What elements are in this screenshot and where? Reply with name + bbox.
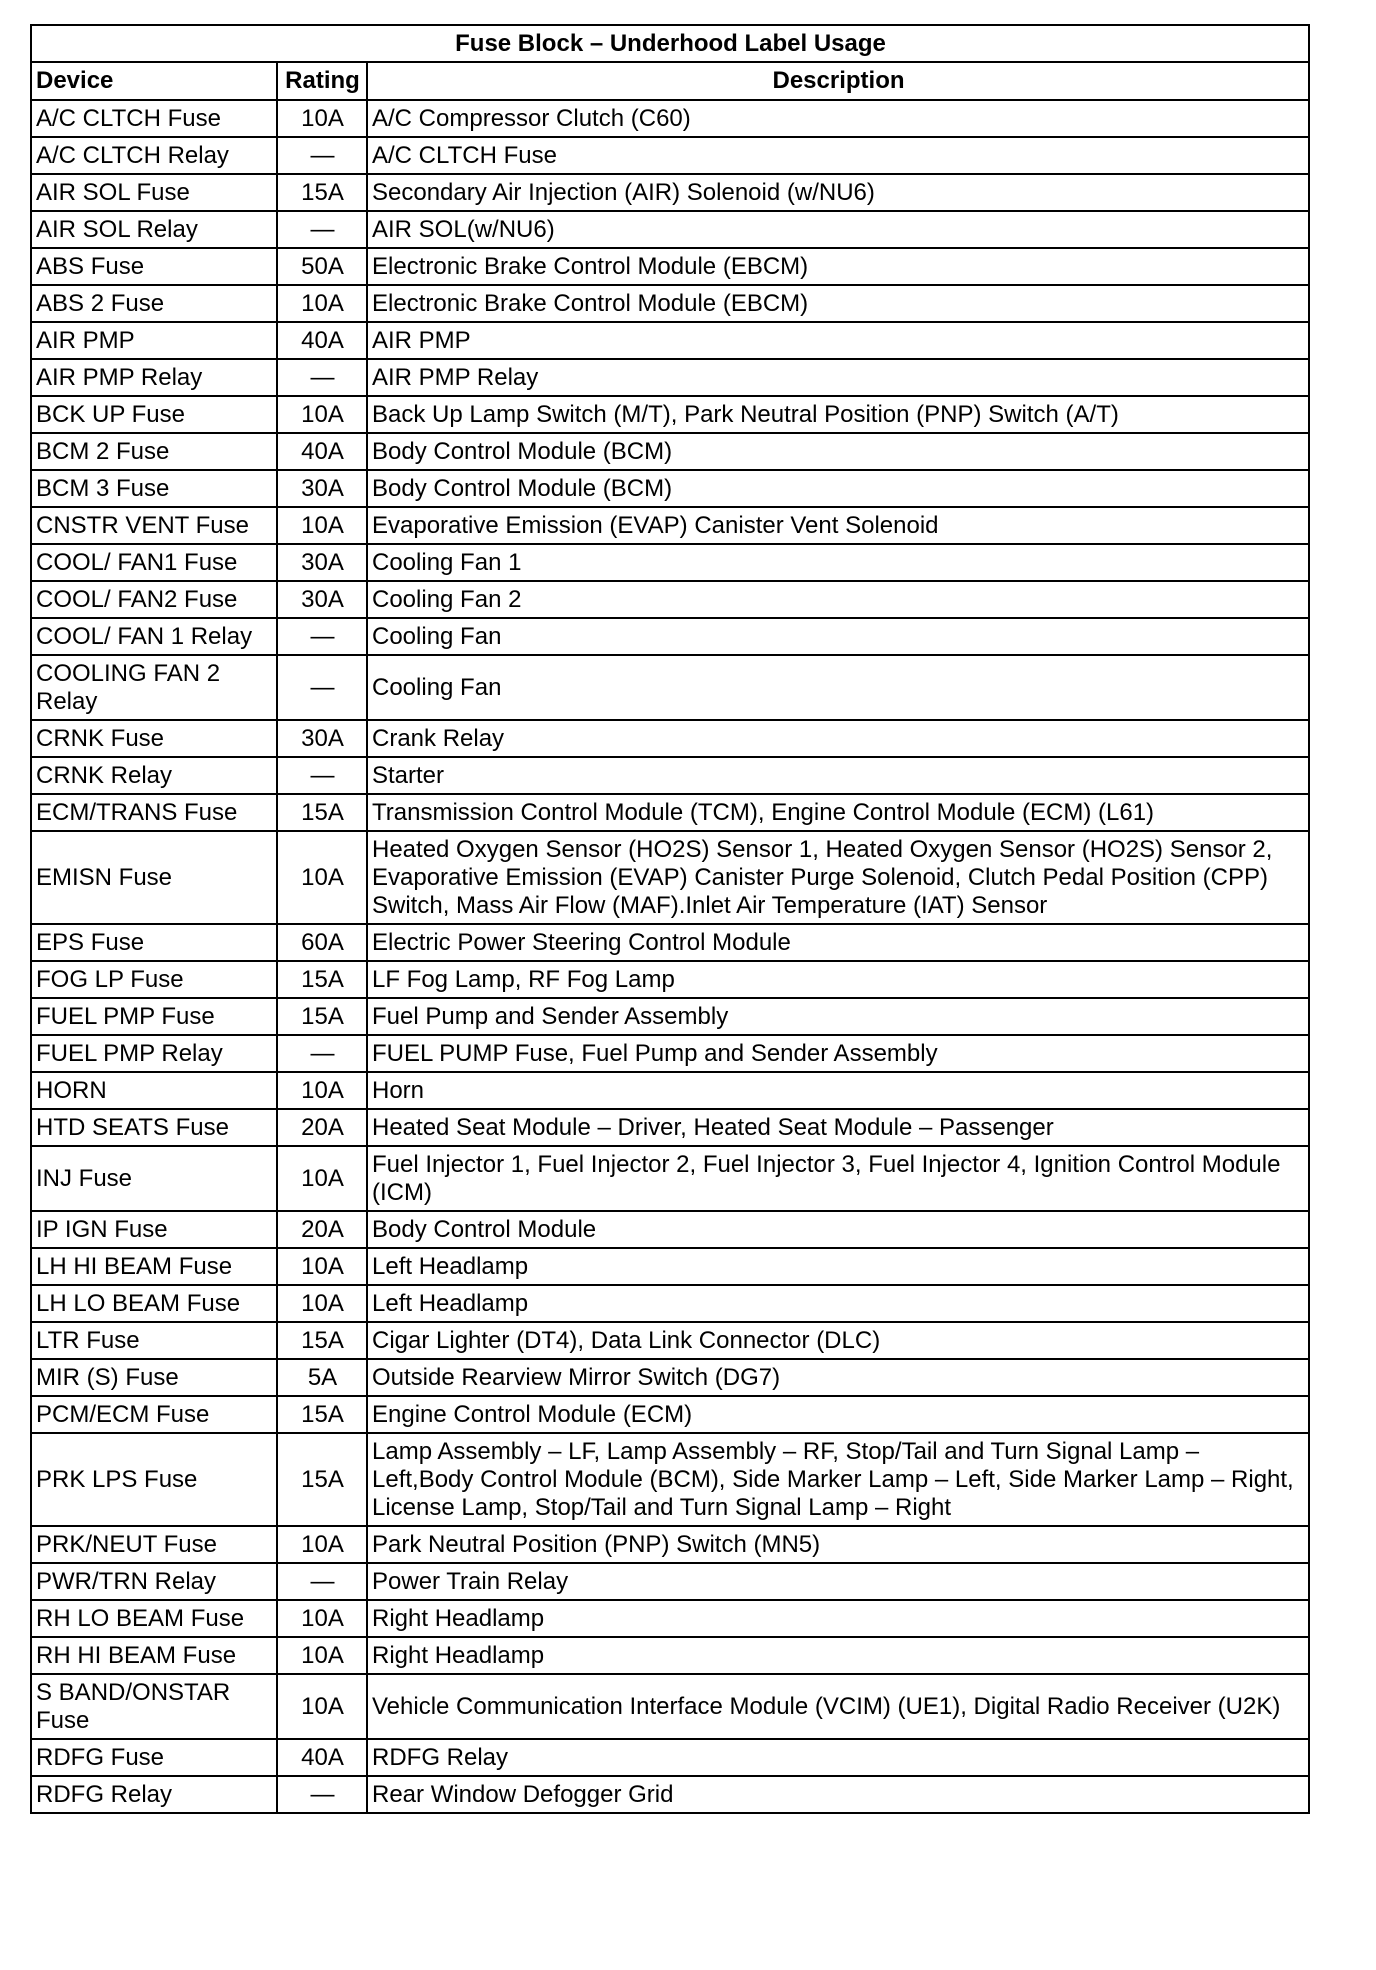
table-title-row: [31, 25, 1309, 62]
description-cell: Left Headlamp: [367, 1248, 1309, 1285]
description-cell: Evaporative Emission (EVAP) Canister Vent Solenoid: [367, 507, 1309, 544]
description-cell: RDFG Relay: [367, 1739, 1309, 1776]
rating-cell: 40A: [277, 322, 367, 359]
device-cell: EMISN Fuse: [31, 831, 277, 924]
device-cell: BCK UP Fuse: [31, 396, 277, 433]
rating-cell: 15A: [277, 1396, 367, 1433]
header-device: Device: [31, 62, 277, 100]
description-cell: Vehicle Communication Interface Module (VCIM) (UE1), Digital Radio Receiver (U2K): [367, 1674, 1309, 1739]
description-cell: Park Neutral Position (PNP) Switch (MN5): [367, 1526, 1309, 1563]
rating-cell: 10A: [277, 1072, 367, 1109]
description-cell: Back Up Lamp Switch (M/T), Park Neutral Position (PNP) Switch (A/T): [367, 396, 1309, 433]
description-cell: Engine Control Module (ECM): [367, 1396, 1309, 1433]
device-cell: FUEL PMP Fuse: [31, 998, 277, 1035]
device-cell: RDFG Fuse: [31, 1739, 277, 1776]
table-header-row: [31, 62, 1309, 100]
rating-cell: —: [277, 655, 367, 720]
rating-cell: 10A: [277, 100, 367, 137]
rating-cell: 30A: [277, 544, 367, 581]
description-cell: Electronic Brake Control Module (EBCM): [367, 248, 1309, 285]
device-cell: COOL/ FAN2 Fuse: [31, 581, 277, 618]
description-cell: Body Control Module: [367, 1211, 1309, 1248]
table-row: [31, 1396, 1309, 1433]
table-row: [31, 1248, 1309, 1285]
table-row: [31, 137, 1309, 174]
table-row: [31, 1035, 1309, 1072]
rating-cell: 30A: [277, 581, 367, 618]
description-cell: Heated Seat Module – Driver, Heated Seat Module – Passenger: [367, 1109, 1309, 1146]
device-cell: AIR SOL Relay: [31, 211, 277, 248]
device-cell: S BAND/ONSTAR Fuse: [31, 1674, 277, 1739]
description-cell: Outside Rearview Mirror Switch (DG7): [367, 1359, 1309, 1396]
table-row: [31, 1637, 1309, 1674]
description-cell: Heated Oxygen Sensor (HO2S) Sensor 1, Heated Oxygen Sensor (HO2S) Sensor 2, Evaporative Emission (EVAP) Canister Purge Solenoid, Clutch Pedal Position (CPP) Switch, Mass Air Flow (MAF).Inlet Air Temperature (IAT) Sensor: [367, 831, 1309, 924]
description-cell: A/C Compressor Clutch (C60): [367, 100, 1309, 137]
table-row: [31, 618, 1309, 655]
device-cell: HORN: [31, 1072, 277, 1109]
rating-cell: 15A: [277, 961, 367, 998]
table-row: [31, 1322, 1309, 1359]
device-cell: INJ Fuse: [31, 1146, 277, 1211]
device-cell: COOL/ FAN1 Fuse: [31, 544, 277, 581]
fuse-block-table: [30, 24, 1310, 1814]
table-row: [31, 831, 1309, 924]
device-cell: FOG LP Fuse: [31, 961, 277, 998]
rating-cell: 30A: [277, 470, 367, 507]
table-row: [31, 1674, 1309, 1739]
description-cell: Body Control Module (BCM): [367, 433, 1309, 470]
rating-cell: —: [277, 359, 367, 396]
table-row: [31, 1109, 1309, 1146]
description-cell: Body Control Module (BCM): [367, 470, 1309, 507]
rating-cell: 60A: [277, 924, 367, 961]
device-cell: ABS 2 Fuse: [31, 285, 277, 322]
rating-cell: 10A: [277, 396, 367, 433]
table-row: [31, 285, 1309, 322]
table-row: [31, 1285, 1309, 1322]
device-cell: COOLING FAN 2 Relay: [31, 655, 277, 720]
device-cell: AIR SOL Fuse: [31, 174, 277, 211]
table-row: [31, 924, 1309, 961]
device-cell: AIR PMP Relay: [31, 359, 277, 396]
description-cell: A/C CLTCH Fuse: [367, 137, 1309, 174]
rating-cell: —: [277, 757, 367, 794]
device-cell: LH HI BEAM Fuse: [31, 1248, 277, 1285]
header-description: Description: [367, 62, 1309, 100]
device-cell: PWR/TRN Relay: [31, 1563, 277, 1600]
rating-cell: 15A: [277, 1322, 367, 1359]
device-cell: ECM/TRANS Fuse: [31, 794, 277, 831]
table-row: [31, 174, 1309, 211]
device-cell: LH LO BEAM Fuse: [31, 1285, 277, 1322]
table-row: [31, 211, 1309, 248]
table-row: [31, 433, 1309, 470]
rating-cell: 20A: [277, 1211, 367, 1248]
table-row: [31, 359, 1309, 396]
table-row: [31, 100, 1309, 137]
rating-cell: —: [277, 137, 367, 174]
table-row: [31, 544, 1309, 581]
rating-cell: 15A: [277, 1433, 367, 1526]
rating-cell: 10A: [277, 285, 367, 322]
table-row: [31, 794, 1309, 831]
table-row: [31, 581, 1309, 618]
rating-cell: —: [277, 211, 367, 248]
description-cell: AIR SOL(w/NU6): [367, 211, 1309, 248]
description-cell: Fuel Pump and Sender Assembly: [367, 998, 1309, 1035]
device-cell: ABS Fuse: [31, 248, 277, 285]
table-row: [31, 998, 1309, 1035]
rating-cell: 30A: [277, 720, 367, 757]
description-cell: Electronic Brake Control Module (EBCM): [367, 285, 1309, 322]
description-cell: FUEL PUMP Fuse, Fuel Pump and Sender Assembly: [367, 1035, 1309, 1072]
device-cell: A/C CLTCH Fuse: [31, 100, 277, 137]
device-cell: AIR PMP: [31, 322, 277, 359]
device-cell: PRK/NEUT Fuse: [31, 1526, 277, 1563]
description-cell: AIR PMP Relay: [367, 359, 1309, 396]
rating-cell: 15A: [277, 174, 367, 211]
rating-cell: 10A: [277, 1248, 367, 1285]
rating-cell: —: [277, 618, 367, 655]
device-cell: HTD SEATS Fuse: [31, 1109, 277, 1146]
device-cell: LTR Fuse: [31, 1322, 277, 1359]
rating-cell: 20A: [277, 1109, 367, 1146]
table-row: [31, 1563, 1309, 1600]
device-cell: IP IGN Fuse: [31, 1211, 277, 1248]
device-cell: MIR (S) Fuse: [31, 1359, 277, 1396]
table-row: [31, 720, 1309, 757]
table-row: [31, 1359, 1309, 1396]
description-cell: Rear Window Defogger Grid: [367, 1776, 1309, 1813]
rating-cell: 40A: [277, 1739, 367, 1776]
device-cell: CNSTR VENT Fuse: [31, 507, 277, 544]
table-row: [31, 322, 1309, 359]
table-row: [31, 1146, 1309, 1211]
table-row: [31, 248, 1309, 285]
table-row: [31, 470, 1309, 507]
description-cell: Secondary Air Injection (AIR) Solenoid (w/NU6): [367, 174, 1309, 211]
table-row: [31, 1526, 1309, 1563]
rating-cell: —: [277, 1563, 367, 1600]
rating-cell: 10A: [277, 831, 367, 924]
table-title: Fuse Block – Underhood Label Usage: [31, 25, 1309, 62]
device-cell: A/C CLTCH Relay: [31, 137, 277, 174]
device-cell: FUEL PMP Relay: [31, 1035, 277, 1072]
description-cell: Right Headlamp: [367, 1637, 1309, 1674]
table-row: [31, 1739, 1309, 1776]
description-cell: Fuel Injector 1, Fuel Injector 2, Fuel Injector 3, Fuel Injector 4, Ignition Control Module (ICM): [367, 1146, 1309, 1211]
rating-cell: —: [277, 1776, 367, 1813]
device-cell: RH HI BEAM Fuse: [31, 1637, 277, 1674]
rating-cell: 10A: [277, 1637, 367, 1674]
rating-cell: 5A: [277, 1359, 367, 1396]
device-cell: CRNK Fuse: [31, 720, 277, 757]
rating-cell: 15A: [277, 794, 367, 831]
table-row: [31, 655, 1309, 720]
description-cell: Lamp Assembly – LF, Lamp Assembly – RF, Stop/Tail and Turn Signal Lamp – Left,Body Control Module (BCM), Side Marker Lamp – Left, Side Marker Lamp – Right, License Lamp, Stop/Tail and Turn Signal Lamp – Right: [367, 1433, 1309, 1526]
rating-cell: 50A: [277, 248, 367, 285]
description-cell: Power Train Relay: [367, 1563, 1309, 1600]
rating-cell: 10A: [277, 1285, 367, 1322]
description-cell: LF Fog Lamp, RF Fog Lamp: [367, 961, 1309, 998]
description-cell: Crank Relay: [367, 720, 1309, 757]
device-cell: EPS Fuse: [31, 924, 277, 961]
table-row: [31, 507, 1309, 544]
description-cell: Horn: [367, 1072, 1309, 1109]
rating-cell: 15A: [277, 998, 367, 1035]
table-row: [31, 396, 1309, 433]
table-row: [31, 1433, 1309, 1526]
rating-cell: 40A: [277, 433, 367, 470]
device-cell: RH LO BEAM Fuse: [31, 1600, 277, 1637]
device-cell: PCM/ECM Fuse: [31, 1396, 277, 1433]
table-row: [31, 1600, 1309, 1637]
table-row: [31, 757, 1309, 794]
device-cell: PRK LPS Fuse: [31, 1433, 277, 1526]
table-row: [31, 1072, 1309, 1109]
table-row: [31, 961, 1309, 998]
rating-cell: 10A: [277, 507, 367, 544]
rating-cell: —: [277, 1035, 367, 1072]
rating-cell: 10A: [277, 1674, 367, 1739]
description-cell: AIR PMP: [367, 322, 1309, 359]
rating-cell: 10A: [277, 1526, 367, 1563]
device-cell: RDFG Relay: [31, 1776, 277, 1813]
table-row: [31, 1211, 1309, 1248]
description-cell: Cooling Fan: [367, 618, 1309, 655]
header-rating: Rating: [277, 62, 367, 100]
description-cell: Cigar Lighter (DT4), Data Link Connector (DLC): [367, 1322, 1309, 1359]
description-cell: Transmission Control Module (TCM), Engine Control Module (ECM) (L61): [367, 794, 1309, 831]
description-cell: Electric Power Steering Control Module: [367, 924, 1309, 961]
description-cell: Cooling Fan: [367, 655, 1309, 720]
description-cell: Left Headlamp: [367, 1285, 1309, 1322]
rating-cell: 10A: [277, 1146, 367, 1211]
device-cell: CRNK Relay: [31, 757, 277, 794]
device-cell: COOL/ FAN 1 Relay: [31, 618, 277, 655]
description-cell: Cooling Fan 1: [367, 544, 1309, 581]
table-row: [31, 1776, 1309, 1813]
device-cell: BCM 2 Fuse: [31, 433, 277, 470]
description-cell: Cooling Fan 2: [367, 581, 1309, 618]
description-cell: Starter: [367, 757, 1309, 794]
device-cell: BCM 3 Fuse: [31, 470, 277, 507]
description-cell: Right Headlamp: [367, 1600, 1309, 1637]
rating-cell: 10A: [277, 1600, 367, 1637]
